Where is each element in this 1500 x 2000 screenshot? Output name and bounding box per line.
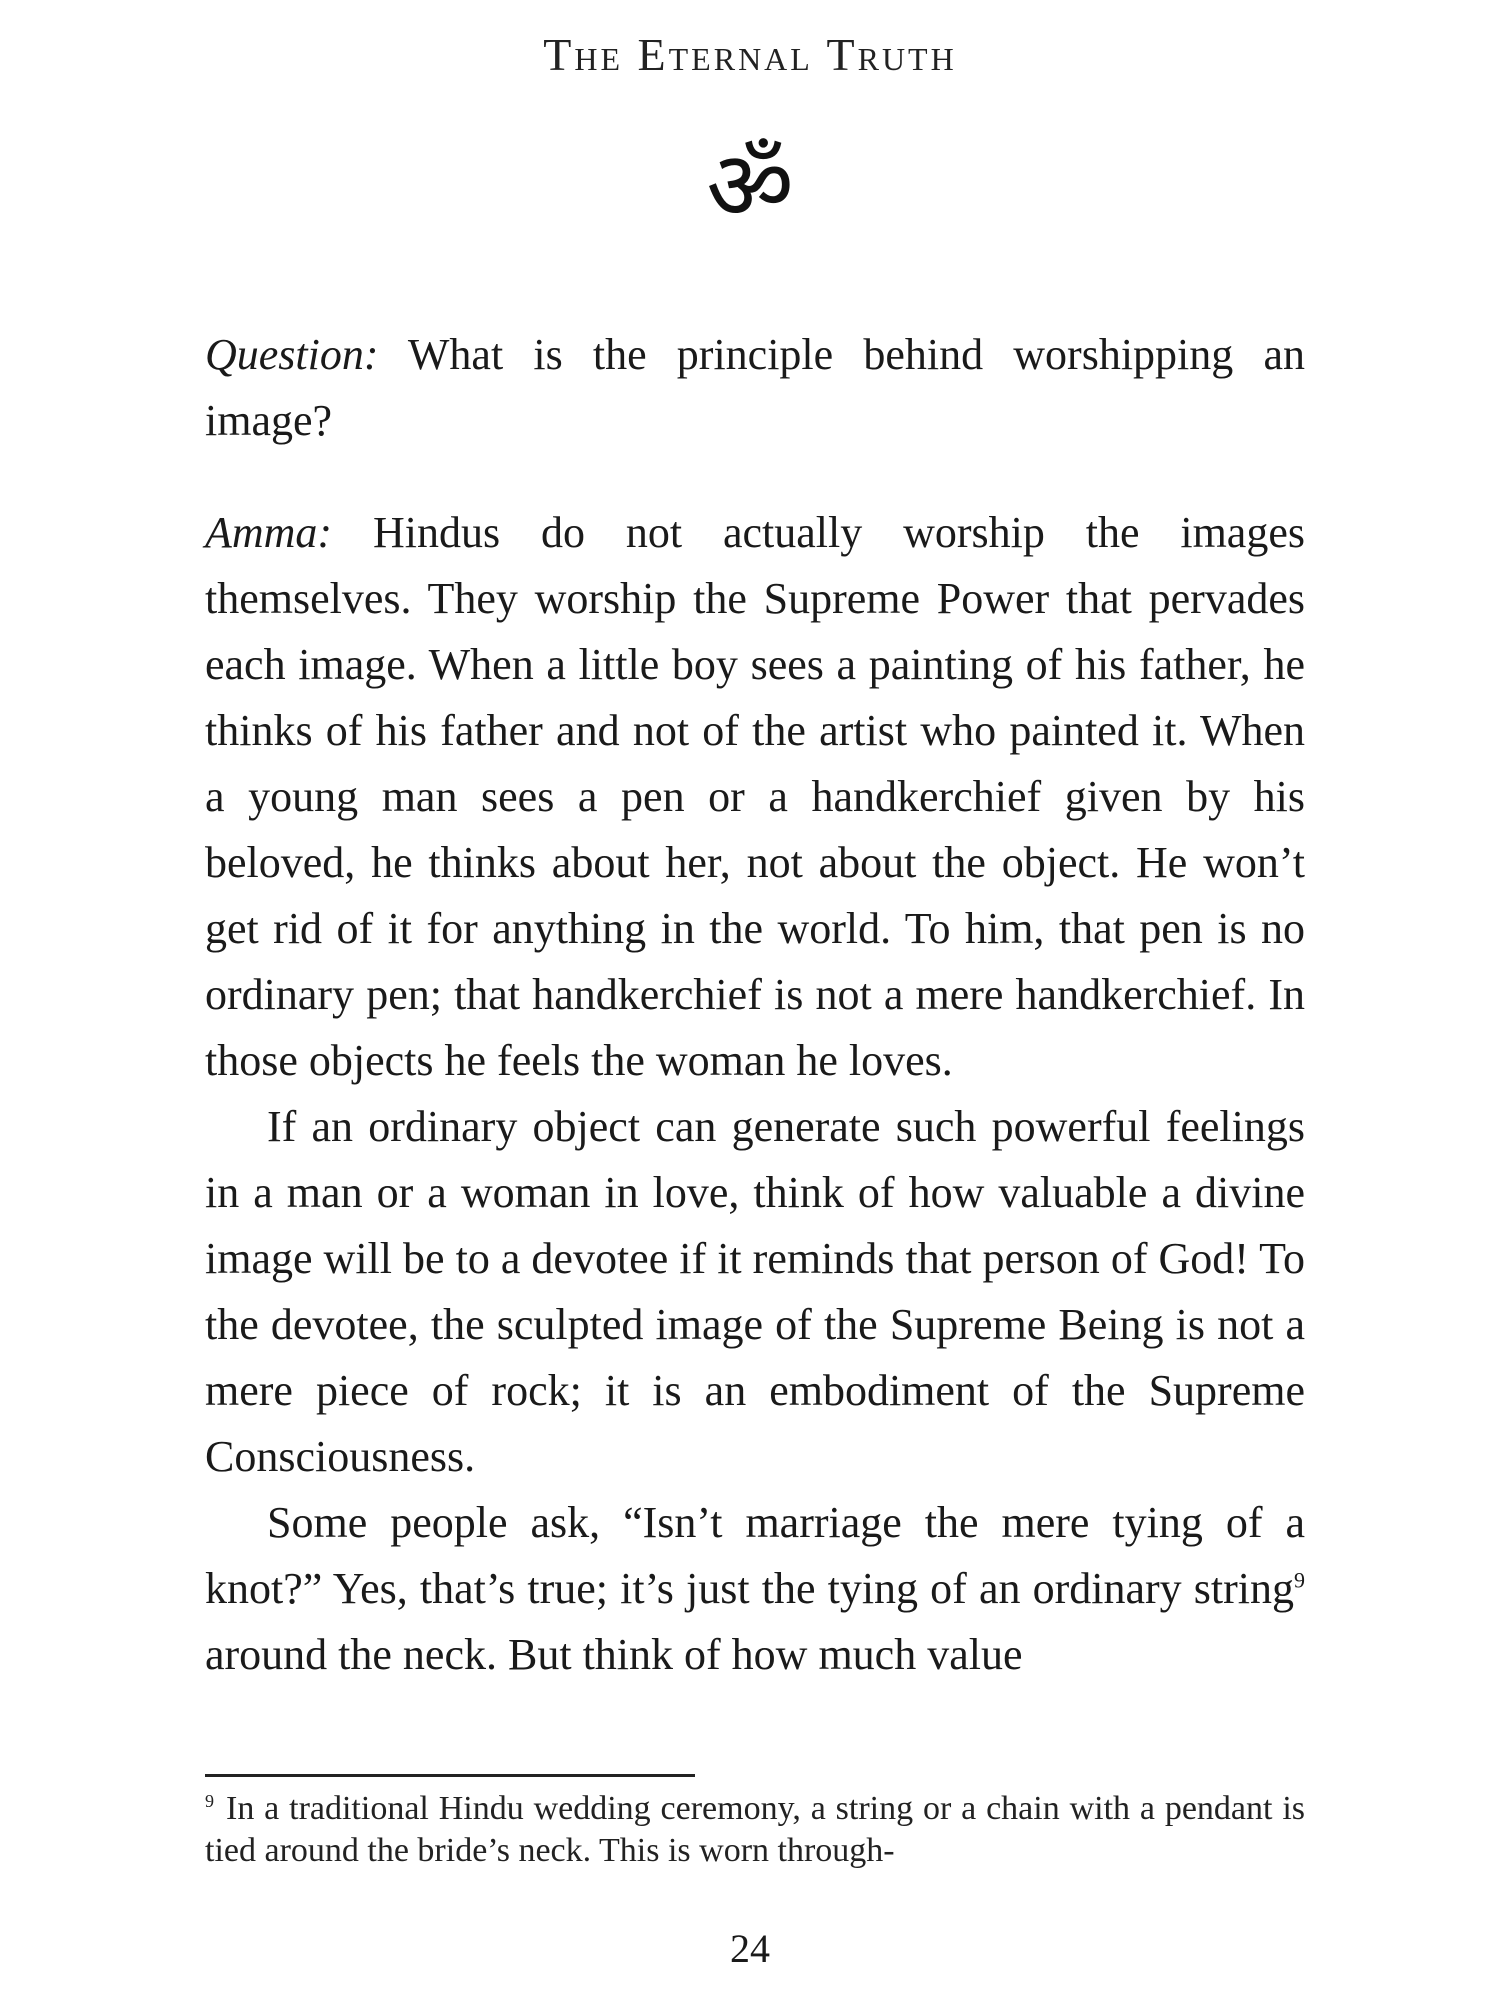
page-number: 24 <box>730 1926 770 1971</box>
answer-paragraph-1-text: Hindus do not actually worship the images themselves. They worship the Supreme Power that pervades each image. When a little boy sees a painting of his father, he thinks of his father and not of the artist who painted it. When a young man sees a pen or a handkerchief given by his beloved, he thinks about her, not about the object. He won’t get rid of it for anything in the world. To him, that pen is no ordinary pen; that handkerchief is not a mere handkerchief. In those objects he feels the woman he loves. <box>205 508 1305 1085</box>
footnote-reference[interactable]: 9 <box>1294 1567 1305 1593</box>
question-text: What is the principle behind worshipping an image? <box>205 330 1305 445</box>
footnote-text: In a traditional Hindu wedding ceremony, a string or a chain with a pendant is tied around the bride’s neck. This is worn through- <box>205 1790 1305 1869</box>
answer-paragraph-1 <box>205 500 1305 1094</box>
question-block <box>205 322 1305 454</box>
om-symbol-icon: ॐ <box>706 130 794 242</box>
answer-paragraph-3 <box>205 1490 1305 1688</box>
footnote <box>205 1788 1305 1872</box>
question-paragraph <box>205 322 1305 454</box>
running-head: The Eternal Truth <box>543 29 957 80</box>
footnote-divider <box>205 1774 695 1777</box>
answer-block <box>205 500 1305 1688</box>
answer-speaker: Amma: <box>205 508 333 557</box>
question-speaker: Question: <box>205 330 379 379</box>
answer-paragraph-3-text-start: Some people ask, “Isn’t marriage the mere tying of a knot?” Yes, that’s true; it’s just the tying of an ordinary string <box>205 1498 1305 1613</box>
footnote-mark: 9 <box>205 1790 214 1811</box>
answer-paragraph-2: If an ordinary object can generate such powerful feelings in a man or a woman in love, think of how valuable a divine image will be to a devotee if it reminds that person of God! To the devotee, the sculpted image of the Supreme Being is not a mere piece of rock; it is an embodiment of the Supreme Consciousness. <box>205 1102 1305 1481</box>
answer-paragraph-3-text-end: around the neck. But think of how much value <box>205 1630 1023 1679</box>
